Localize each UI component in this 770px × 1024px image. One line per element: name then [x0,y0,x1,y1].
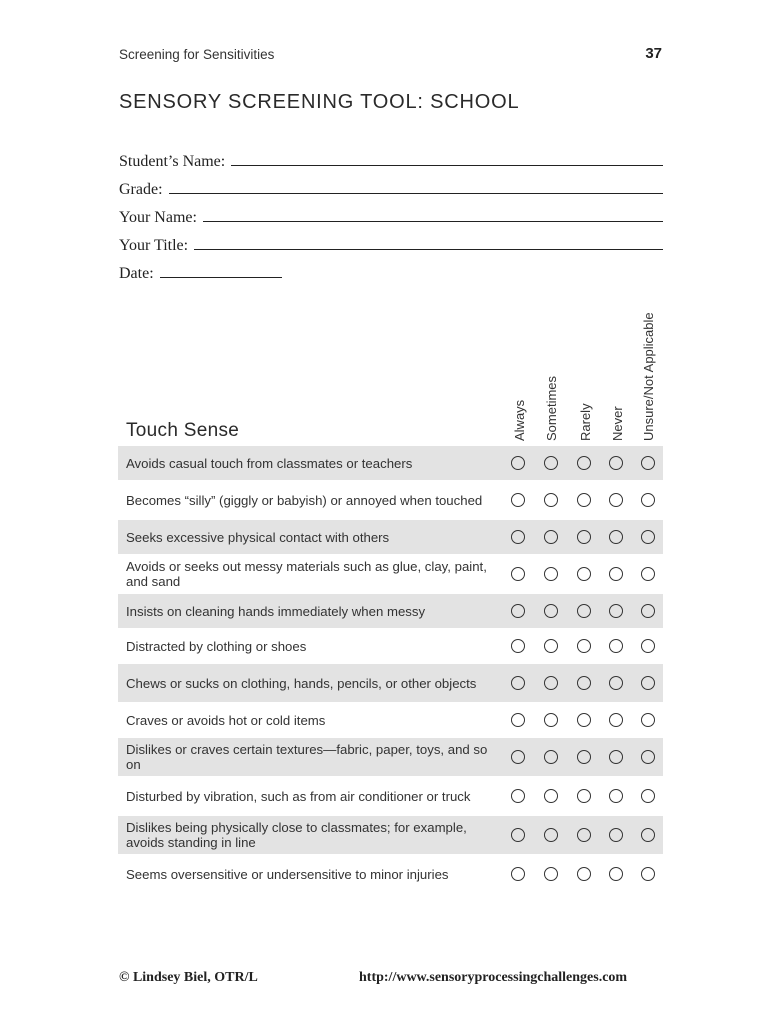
radio-always[interactable] [511,639,525,653]
radio-never[interactable] [609,456,623,470]
radio-never[interactable] [609,828,623,842]
date-label: Date: [119,265,154,282]
radio-rarely[interactable] [577,604,591,618]
radio-sometimes[interactable] [544,676,558,690]
radio-unsure[interactable] [641,789,655,803]
screening-table [118,446,663,894]
item-text: Disturbed by vibration, such as from air conditioner or truck [126,788,471,804]
table-row [118,703,663,738]
radio-always[interactable] [511,456,525,470]
item-text: Seems oversensitive or undersensitive to minor injuries [126,866,449,882]
student-name-label: Student’s Name: [119,153,226,170]
radio-unsure[interactable] [641,530,655,544]
radio-unsure[interactable] [641,867,655,881]
table-row [118,664,663,703]
radio-rarely[interactable] [577,639,591,653]
radio-rarely[interactable] [577,567,591,581]
radio-always[interactable] [511,867,525,881]
table-row [118,777,663,816]
radio-never[interactable] [609,604,623,618]
item-text: Avoids casual touch from classmates or teachers [126,455,413,471]
radio-always[interactable] [511,750,525,764]
radio-never[interactable] [609,867,623,881]
radio-rarely[interactable] [577,789,591,803]
item-text: Becomes “silly” (giggly or babyish) or annoyed when touched [126,492,483,508]
item-text: Insists on cleaning hands immediately when messy [126,603,426,619]
radio-unsure[interactable] [641,639,655,653]
radio-never[interactable] [609,676,623,690]
radio-sometimes[interactable] [544,604,558,618]
radio-never[interactable] [609,530,623,544]
radio-never[interactable] [609,789,623,803]
radio-unsure[interactable] [641,604,655,618]
table-row [118,629,663,664]
student-name-blank[interactable] [231,165,663,166]
radio-rarely[interactable] [577,867,591,881]
radio-never[interactable] [609,493,623,507]
radio-never[interactable] [609,750,623,764]
table-row [118,481,663,520]
table-row [118,738,663,777]
radio-always[interactable] [511,713,525,727]
radio-never[interactable] [609,639,623,653]
radio-always[interactable] [511,567,525,581]
radio-rarely[interactable] [577,713,591,727]
radio-unsure[interactable] [641,828,655,842]
radio-unsure[interactable] [641,713,655,727]
radio-rarely[interactable] [577,828,591,842]
table-row [118,520,663,555]
page-title: SENSORY SCREENING TOOL: SCHOOL [119,91,520,113]
your-title-row [119,227,663,255]
table-row [118,594,663,629]
radio-always[interactable] [511,789,525,803]
radio-sometimes[interactable] [544,789,558,803]
grade-blank[interactable] [169,193,663,194]
radio-sometimes[interactable] [544,713,558,727]
table-row [118,555,663,594]
item-text: Craves or avoids hot or cold items [126,712,326,728]
footer-copyright: © Lindsey Biel, OTR/L [119,970,258,985]
radio-unsure[interactable] [641,750,655,764]
item-text: Avoids or seeks out messy materials such as glue, clay, paint, and sand [126,559,487,589]
radio-never[interactable] [609,713,623,727]
radio-unsure[interactable] [641,676,655,690]
radio-sometimes[interactable] [544,567,558,581]
radio-always[interactable] [511,493,525,507]
footer-url: http://www.sensoryprocessingchallenges.com [359,970,628,985]
student-name-row [119,143,663,171]
page-number: 37 [645,45,662,62]
your-name-blank[interactable] [203,221,663,222]
radio-unsure[interactable] [641,493,655,507]
radio-rarely[interactable] [577,676,591,690]
radio-always[interactable] [511,828,525,842]
running-title: Screening for Sensitivities [119,47,275,62]
radio-never[interactable] [609,567,623,581]
info-form [119,143,663,283]
radio-always[interactable] [511,676,525,690]
table-row [118,816,663,855]
your-title-label: Your Title: [119,237,189,254]
radio-rarely[interactable] [577,493,591,507]
radio-rarely[interactable] [577,456,591,470]
radio-sometimes[interactable] [544,493,558,507]
radio-unsure[interactable] [641,567,655,581]
table-row [118,446,663,481]
item-text: Chews or sucks on clothing, hands, pencils, or other objects [126,675,477,691]
grade-label: Grade: [119,181,163,198]
item-text: Dislikes or craves certain textures—fabric, paper, toys, and so on [126,742,488,772]
grade-row [119,171,663,199]
radio-sometimes[interactable] [544,456,558,470]
your-title-blank[interactable] [194,249,663,250]
radio-rarely[interactable] [577,530,591,544]
section-title: Touch Sense [126,420,240,441]
radio-sometimes[interactable] [544,530,558,544]
radio-sometimes[interactable] [544,828,558,842]
your-name-label: Your Name: [119,209,197,226]
item-text: Seeks excessive physical contact with others [126,529,390,545]
radio-always[interactable] [511,604,525,618]
radio-sometimes[interactable] [544,750,558,764]
radio-sometimes[interactable] [544,639,558,653]
table-row [118,855,663,894]
date-row [119,255,663,283]
radio-rarely[interactable] [577,750,591,764]
item-text: Dislikes being physically close to classmates; for example, avoids standing in line [126,820,467,850]
radio-always[interactable] [511,530,525,544]
radio-unsure[interactable] [641,456,655,470]
item-text: Distracted by clothing or shoes [126,638,307,654]
your-name-row [119,199,663,227]
radio-sometimes[interactable] [544,867,558,881]
date-blank[interactable] [160,277,282,278]
